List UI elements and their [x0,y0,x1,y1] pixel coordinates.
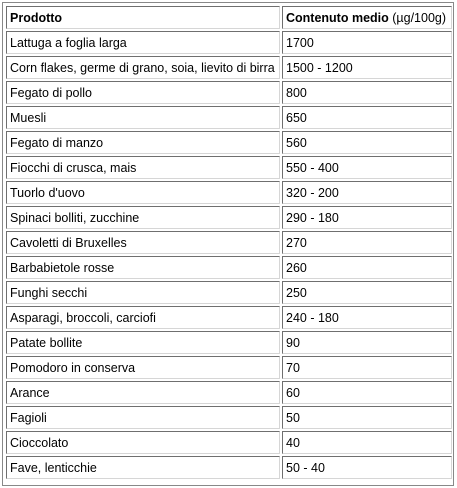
product-cell: Arance [6,381,280,404]
table-body [6,31,452,479]
value-cell: 240 - 180 [282,306,452,329]
value-cell: 1700 [282,31,452,54]
table-row [6,231,452,254]
table-row [6,256,452,279]
column-header-product: Prodotto [6,6,280,29]
value-cell: 650 [282,106,452,129]
column-header-unit: (µg/100g) [392,10,447,25]
value-cell: 320 - 200 [282,181,452,204]
table-row [6,81,452,104]
table-row [6,281,452,304]
table-row [6,356,452,379]
product-cell: Funghi secchi [6,281,280,304]
product-cell: Cioccolato [6,431,280,454]
column-header-content-label: Contenuto medio [286,10,389,25]
product-cell: Corn flakes, germe di grano, soia, lievito di birra [6,56,280,79]
table-row [6,31,452,54]
value-cell: 260 [282,256,452,279]
product-cell: Tuorlo d'uovo [6,181,280,204]
table-row [6,456,452,479]
product-cell: Fave, lenticchie [6,456,280,479]
value-cell: 60 [282,381,452,404]
value-cell: 50 [282,406,452,429]
table-row [6,331,452,354]
table-row [6,306,452,329]
value-cell: 290 - 180 [282,206,452,229]
product-cell: Fegato di pollo [6,81,280,104]
value-cell: 270 [282,231,452,254]
table-row [6,206,452,229]
product-cell: Barbabietole rosse [6,256,280,279]
value-cell: 90 [282,331,452,354]
value-cell: 40 [282,431,452,454]
nutrition-table [4,4,454,481]
value-cell: 250 [282,281,452,304]
table-row [6,406,452,429]
value-cell: 50 - 40 [282,456,452,479]
value-cell: 800 [282,81,452,104]
value-cell: 1500 - 1200 [282,56,452,79]
table-header-row [6,6,452,29]
product-cell: Spinaci bolliti, zucchine [6,206,280,229]
table-row [6,131,452,154]
product-cell: Asparagi, broccoli, carciofi [6,306,280,329]
table-row [6,56,452,79]
column-header-content [282,6,452,29]
value-cell: 70 [282,356,452,379]
value-cell: 550 - 400 [282,156,452,179]
product-cell: Fagioli [6,406,280,429]
product-cell: Muesli [6,106,280,129]
product-cell: Fegato di manzo [6,131,280,154]
value-cell: 560 [282,131,452,154]
product-cell: Fiocchi di crusca, mais [6,156,280,179]
table-row [6,156,452,179]
product-cell: Pomodoro in conserva [6,356,280,379]
table-row [6,431,452,454]
product-cell: Patate bollite [6,331,280,354]
product-cell: Cavoletti di Bruxelles [6,231,280,254]
table-container [2,2,454,486]
table-row [6,181,452,204]
table-row [6,381,452,404]
table-row [6,106,452,129]
product-cell: Lattuga a foglia larga [6,31,280,54]
